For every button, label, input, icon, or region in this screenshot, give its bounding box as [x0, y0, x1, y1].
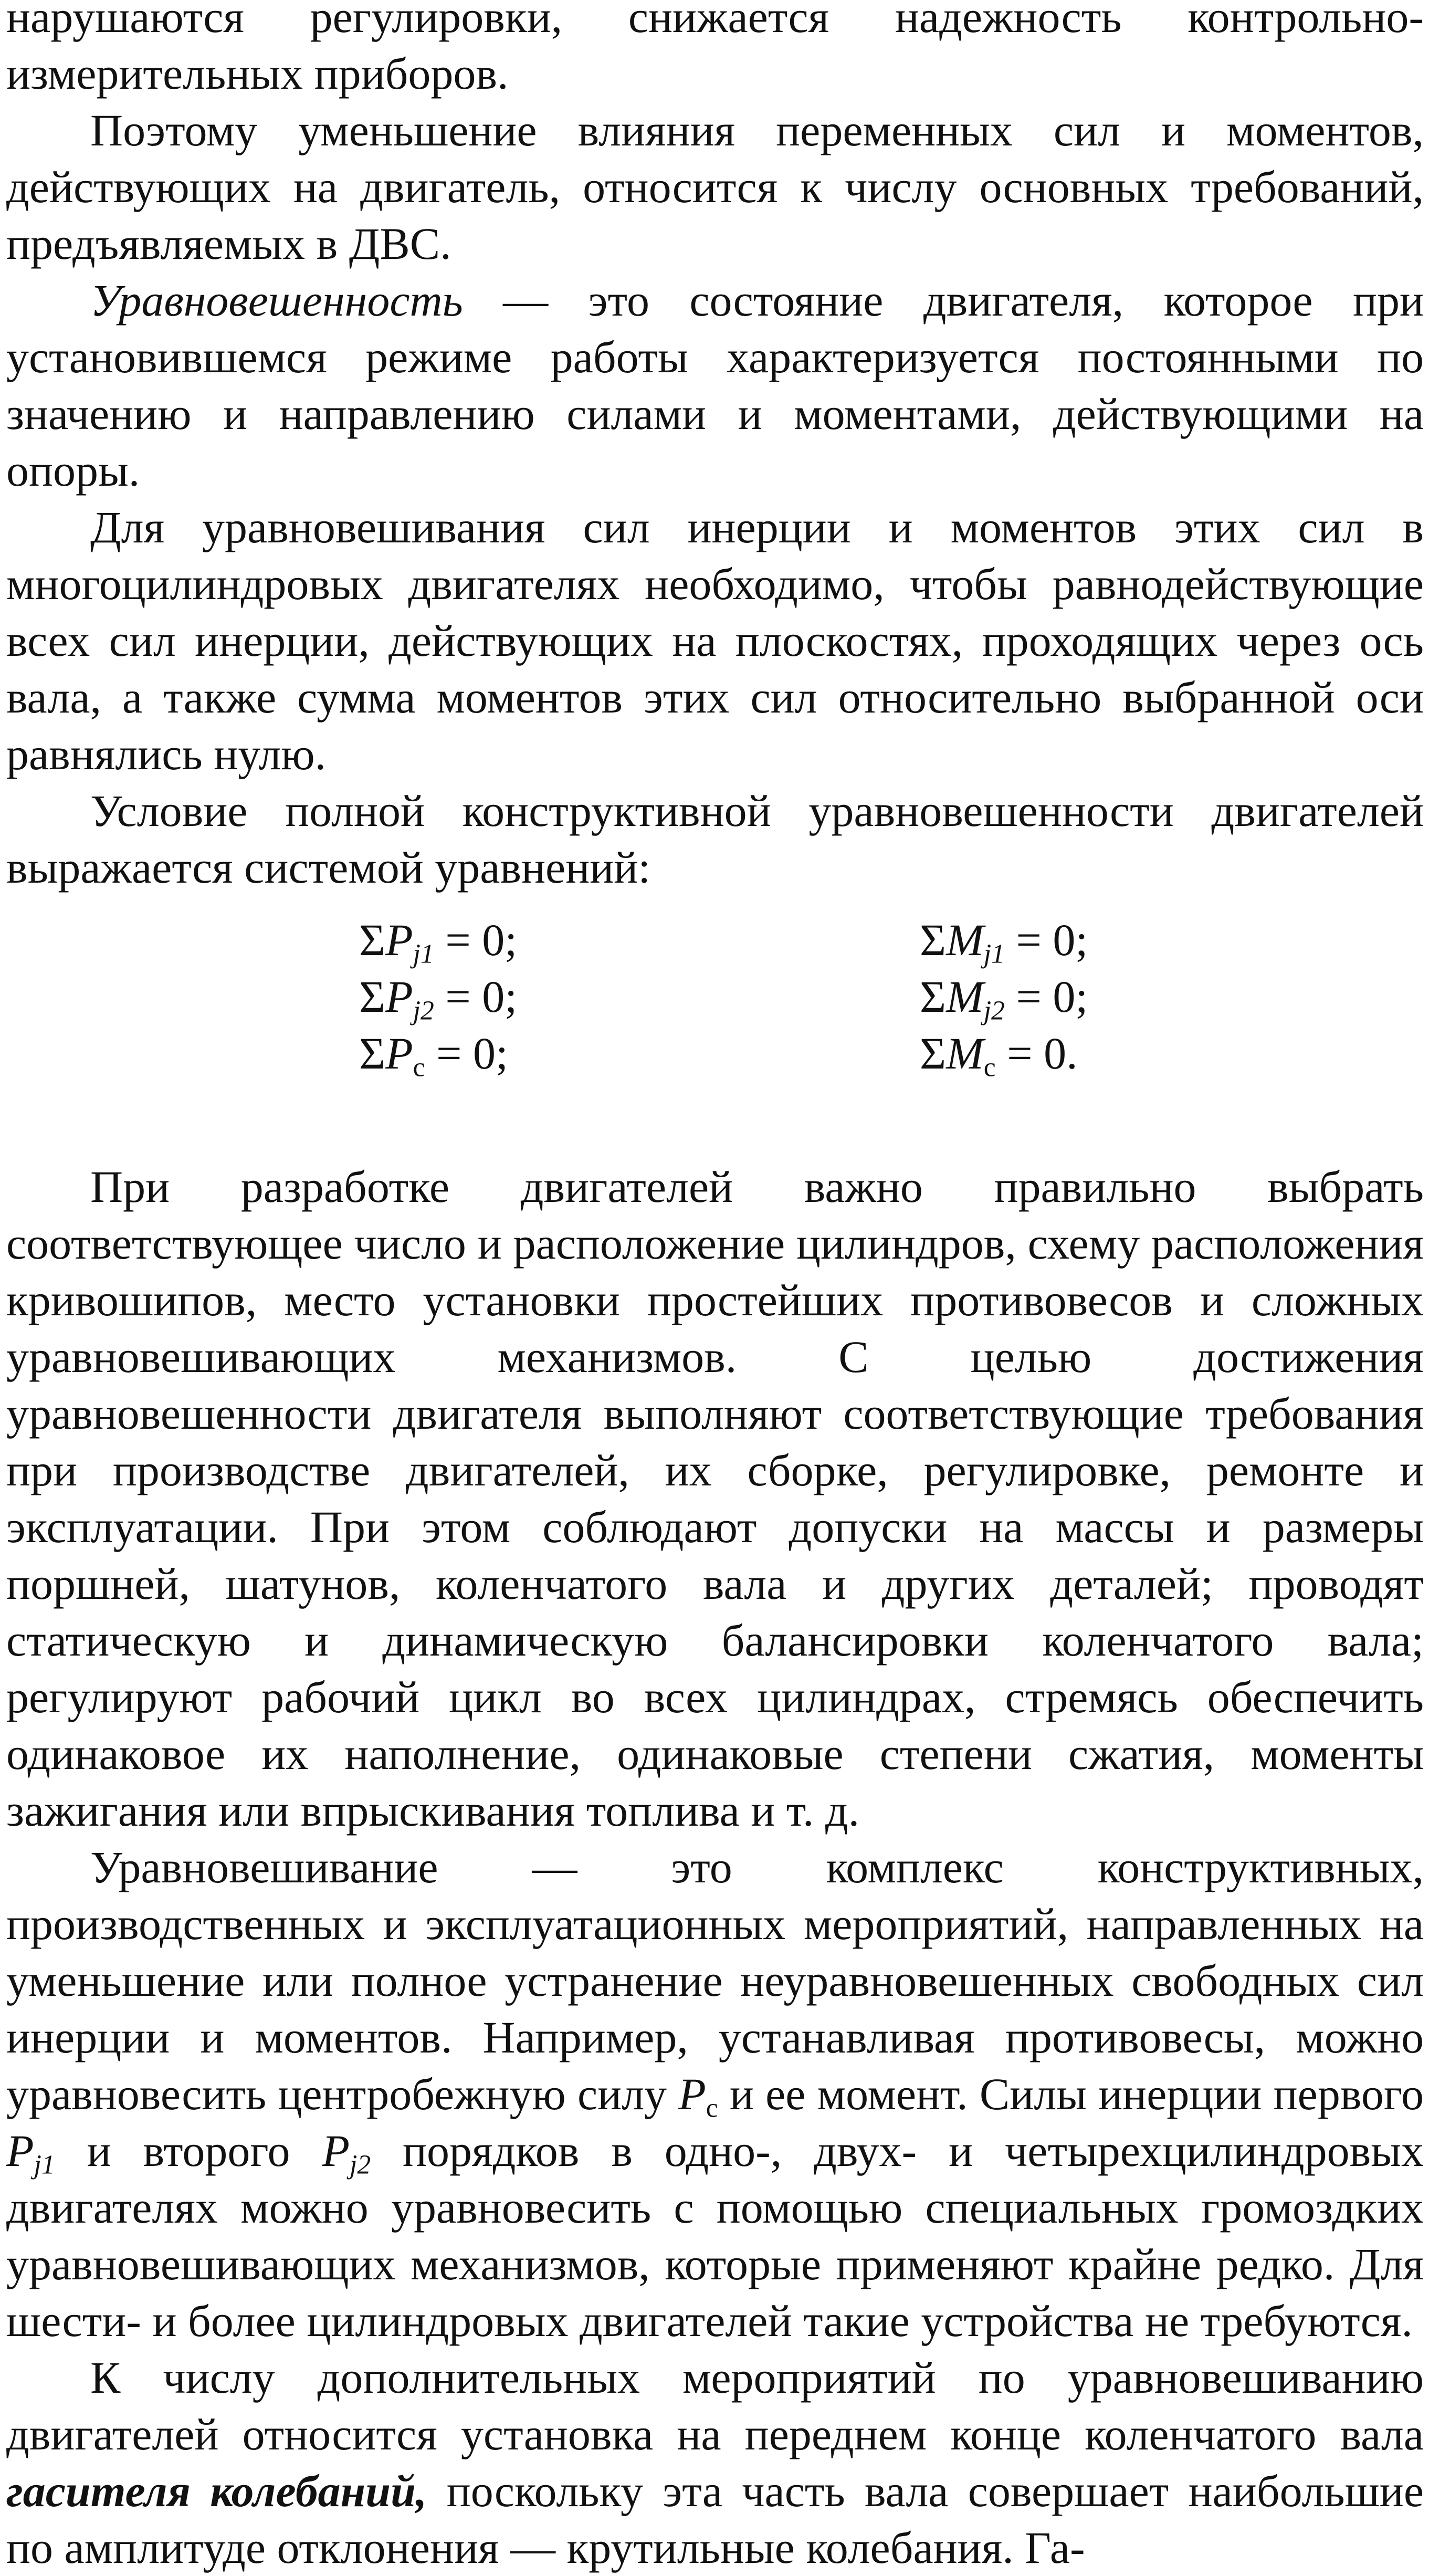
- paragraph-text: порядков в одно-, двух- и четырехцилиндровых двигателях можно уравновесить с помощью специальных громоздких уравновешивающих механизмов, которые применяют крайне редко. Для шести- и более цилиндровых двигателей такие устройства не требуются.: [6, 2125, 1424, 2346]
- equation-variable: M: [946, 1028, 984, 1078]
- equation-subscript: c: [983, 1052, 996, 1083]
- equation-rest: = 0;: [1004, 971, 1088, 1022]
- equation-moment-j2: [920, 968, 1088, 1025]
- equation-force-j1: [359, 912, 517, 968]
- paragraph-balancing-condition: [6, 499, 1424, 782]
- paragraph-text: Для уравновешивания сил инерции и моментов этих сил в многоцилиндровых двигателях необходимо, чтобы равнодействующие всех сил инерции, действующих на плоскостях, проходящих через ось вала, а также сумма моментов этих сил относительно выбранной оси равнялись нулю.: [6, 502, 1424, 779]
- sigma-symbol: Σ: [920, 971, 947, 1022]
- equation-rest: = 0;: [434, 915, 518, 965]
- sigma-symbol: Σ: [920, 1028, 947, 1078]
- paragraph-text: При разработке двигателей важно правильно выбрать соответствующее число и расположение цилиндров, схему расположения кривошипов, место установки простейших противовесов и сложных уравновешивающих механизмов. С целью достижения уравновешенности двигателя выполняют соответствующие требования при производстве двигателей, их сборке, регулировке, ремонте и эксплуатации. При этом соблюдают допуски на массы и размеры поршней, шатунов, коленчатого вала и других деталей; проводят статическую и динамическую балансировки коленчатого вала; регулируют рабочий цикл во всех цилиндрах, стремясь обеспечить одинаковое их наполнение, одинаковые степени сжатия, моменты зажигания или впрыскивания топлива и т. д.: [6, 1161, 1424, 1836]
- paragraph-variable-forces: [6, 102, 1424, 272]
- inline-subscript: c: [706, 2093, 718, 2123]
- equation-rest: = 0;: [1004, 915, 1088, 965]
- term-balance: Уравновешенность: [90, 275, 463, 326]
- equation-moment-c: [920, 1025, 1088, 1082]
- document-page: [6, 0, 1424, 2576]
- equation-rest: = 0;: [425, 1028, 508, 1078]
- equation-force-c: [359, 1025, 517, 1082]
- equation-force-j2: [359, 968, 517, 1025]
- equation-subscript: j2: [413, 996, 434, 1026]
- equation-moment-j1: [920, 912, 1088, 968]
- sigma-symbol: Σ: [920, 915, 947, 965]
- equation-subscript: j1: [983, 939, 1005, 969]
- inline-subscript: j1: [34, 2150, 55, 2180]
- equation-subscript: j2: [983, 996, 1005, 1026]
- inline-variable: P: [322, 2125, 350, 2176]
- equation-subscript: j1: [413, 939, 434, 969]
- inline-subscript: j2: [350, 2150, 371, 2180]
- paragraph-continuation: [6, 0, 1424, 102]
- equation-subscript: c: [413, 1052, 425, 1083]
- inline-variable: P: [6, 2125, 34, 2176]
- equation-variable: P: [385, 915, 413, 965]
- term-damper: гасителя колебаний,: [6, 2466, 427, 2516]
- paragraph-design-requirements: [6, 1158, 1424, 1839]
- sigma-symbol: Σ: [359, 971, 386, 1022]
- paragraph-equation-intro: [6, 782, 1424, 896]
- paragraph-text: Уравновешивание — это комплекс конструктивных, производственных и эксплуатационных мероприятий, направленных на уменьшение или полное устранение неуравновешенных свободных сил инерции и моментов. Например, устанавливая противовесы, можно уравновесить центробежную силу: [6, 1842, 1424, 2119]
- equation-variable: M: [946, 915, 984, 965]
- paragraph-text: и ее момент. Силы инерции первого: [718, 2069, 1424, 2119]
- equation-system: [6, 912, 1424, 1137]
- paragraph-text: поскольку эта часть вала совершает наибольшие по амплитуде отклонения — крутильные колебания. Га-: [6, 2466, 1424, 2573]
- paragraph-text: и второго: [55, 2125, 322, 2176]
- equation-rest: = 0;: [434, 971, 518, 1022]
- paragraph-text: Поэтому уменьшение влияния переменных сил и моментов, действующих на двигатель, относится к числу основных требований, предъявляемых в ДВС.: [6, 105, 1424, 269]
- sigma-symbol: Σ: [359, 915, 386, 965]
- paragraph-text: К числу дополнительных мероприятий по уравновешиванию двигателей относится установка на переднем конце коленчатого вала: [6, 2352, 1424, 2459]
- equation-variable: P: [385, 1028, 413, 1078]
- paragraph-text: Условие полной конструктивной уравновешенности двигателей выражается системой уравнений:: [6, 786, 1424, 893]
- equation-rest: = 0.: [995, 1028, 1078, 1078]
- equation-variable: P: [385, 971, 413, 1022]
- sigma-symbol: Σ: [359, 1028, 386, 1078]
- paragraph-vibration-damper: [6, 2349, 1424, 2576]
- paragraph-balancing-definition: [6, 1839, 1424, 2349]
- equation-variable: M: [946, 971, 984, 1022]
- paragraph-balance-definition: [6, 272, 1424, 499]
- paragraph-text: нарушаются регулировки, снижается надежность контрольно-измерительных приборов.: [6, 0, 1424, 99]
- paragraph-text: — это состояние двигателя, которое при установившемся режиме работы характеризуется постоянными по значению и направлению силами и моментами, действующими на опоры.: [6, 275, 1424, 496]
- inline-variable: P: [678, 2069, 706, 2119]
- moment-equations: [920, 912, 1088, 1082]
- force-equations: [359, 912, 517, 1082]
